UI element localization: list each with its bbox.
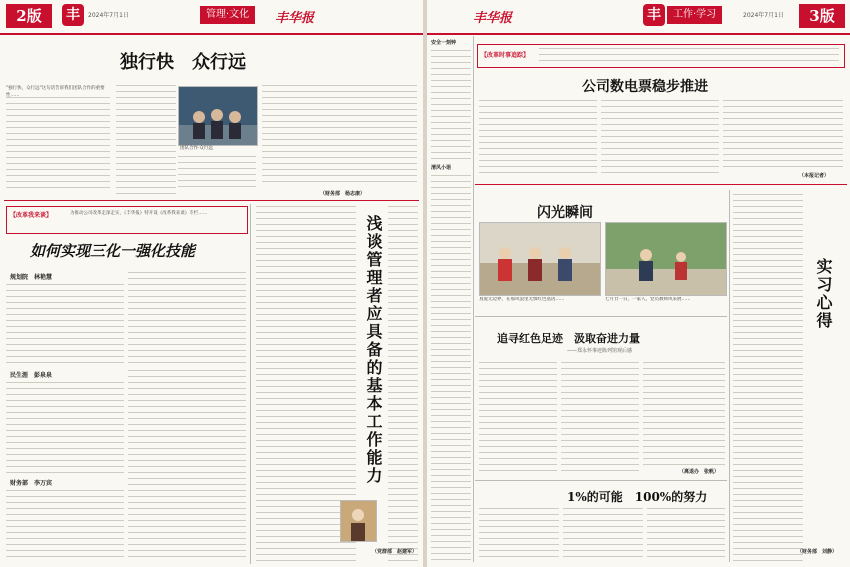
subhead-2: ——郑永怀事迹陈列馆观后感 bbox=[567, 348, 633, 354]
byline-right: （财务部 刘静） bbox=[797, 549, 838, 555]
divider bbox=[475, 480, 727, 481]
photo-section-title: 闪光瞬间 bbox=[537, 205, 593, 221]
byline-mid: （离退办 张帆） bbox=[679, 469, 720, 475]
article-body bbox=[647, 508, 725, 562]
article-body bbox=[563, 508, 643, 562]
article-body bbox=[723, 100, 843, 170]
headline: 独行快 众行远 bbox=[120, 52, 246, 73]
page-3 bbox=[427, 0, 850, 567]
article-body bbox=[116, 85, 176, 195]
edition-badge: 3版 bbox=[799, 4, 845, 28]
paper-name: 丰华报 bbox=[473, 11, 513, 26]
byline-top: （财务部 杨志康） bbox=[320, 191, 366, 197]
article-body bbox=[6, 382, 124, 474]
article-body bbox=[6, 284, 124, 364]
sidebar-title: 安全一刻钟 bbox=[431, 40, 457, 46]
photo-caption-left: 真爱无边界，在那风浪里无惧红色基因…… bbox=[479, 297, 565, 302]
column-rule bbox=[729, 190, 730, 562]
photo-left bbox=[479, 222, 601, 296]
article-body bbox=[479, 508, 559, 562]
byline-a: 规划院 林艳慧 bbox=[10, 274, 53, 281]
section-label: 工作·学习 bbox=[667, 6, 722, 24]
vertical-headline: 浅谈管理者应具备的基本工作能力 bbox=[364, 215, 383, 485]
divider bbox=[4, 200, 419, 201]
article-body bbox=[128, 370, 246, 474]
divider bbox=[475, 184, 847, 185]
article-body bbox=[561, 362, 639, 472]
photo-caption: 团队合作·众行远 bbox=[180, 146, 213, 151]
article-body bbox=[6, 97, 110, 192]
bottom-photo bbox=[340, 500, 377, 542]
headline-3: 1%的可能 100%的努力 bbox=[567, 490, 708, 504]
photo-caption-right: 七月廿一日，一家人，党员教师风采展…… bbox=[605, 297, 691, 302]
paper-name: 丰华报 bbox=[275, 11, 315, 26]
section-label: 管理·文化 bbox=[200, 6, 255, 24]
logo-icon: 丰 bbox=[62, 4, 84, 26]
byline-top: （本报记者） bbox=[799, 173, 830, 179]
sidebar-body bbox=[431, 50, 471, 160]
sidebar-subtitle: 清风小语 bbox=[431, 165, 452, 171]
column-rule bbox=[473, 36, 474, 562]
photo-right bbox=[605, 222, 727, 296]
issue-date: 2024年7月1日 bbox=[88, 12, 129, 19]
article-body bbox=[178, 156, 256, 192]
sidebar-body bbox=[431, 175, 471, 562]
lead-text: "独行快，众行远"这句话告诉我们团队合作的重要性…… bbox=[6, 86, 105, 97]
divider bbox=[475, 316, 727, 317]
vertical-headline: 实习心得 bbox=[814, 258, 833, 330]
issue-date: 2024年7月1日 bbox=[743, 12, 784, 19]
column-rule bbox=[250, 204, 251, 564]
page-header bbox=[427, 0, 850, 35]
headline-2: 追寻红色足迹 汲取奋进力量 bbox=[497, 332, 640, 345]
article-body bbox=[479, 362, 557, 472]
column-intro: 为推动公司改革走深走实，《丰华报》特开设《改革我来谈》专栏…… bbox=[70, 211, 208, 216]
article-body bbox=[601, 100, 719, 176]
article-body bbox=[128, 478, 246, 562]
column-intro bbox=[539, 48, 839, 64]
edition-badge: 2版 bbox=[6, 4, 52, 28]
byline-c: 财务部 李万宾 bbox=[10, 480, 53, 487]
page-2 bbox=[0, 0, 423, 567]
article-body bbox=[262, 85, 417, 185]
logo-icon: 丰 bbox=[643, 4, 665, 26]
article-body bbox=[128, 272, 246, 364]
article-body bbox=[388, 206, 418, 562]
article-body bbox=[733, 194, 803, 562]
article-body bbox=[643, 362, 725, 466]
headline: 公司数电票稳步推进 bbox=[582, 79, 708, 95]
article-photo bbox=[178, 86, 258, 146]
byline-b: 民生涯 彭泉泉 bbox=[10, 372, 53, 379]
byline-bottom: （党群部 赵建军） bbox=[372, 549, 418, 555]
headline-2: 如何实现三化一强化技能 bbox=[30, 242, 196, 260]
column-tag: 【改革我来谈】 bbox=[10, 212, 53, 219]
article-body bbox=[6, 490, 124, 562]
page-header bbox=[0, 0, 423, 35]
article-body bbox=[479, 100, 597, 176]
column-tag: 【改革时事追踪】 bbox=[481, 52, 530, 59]
